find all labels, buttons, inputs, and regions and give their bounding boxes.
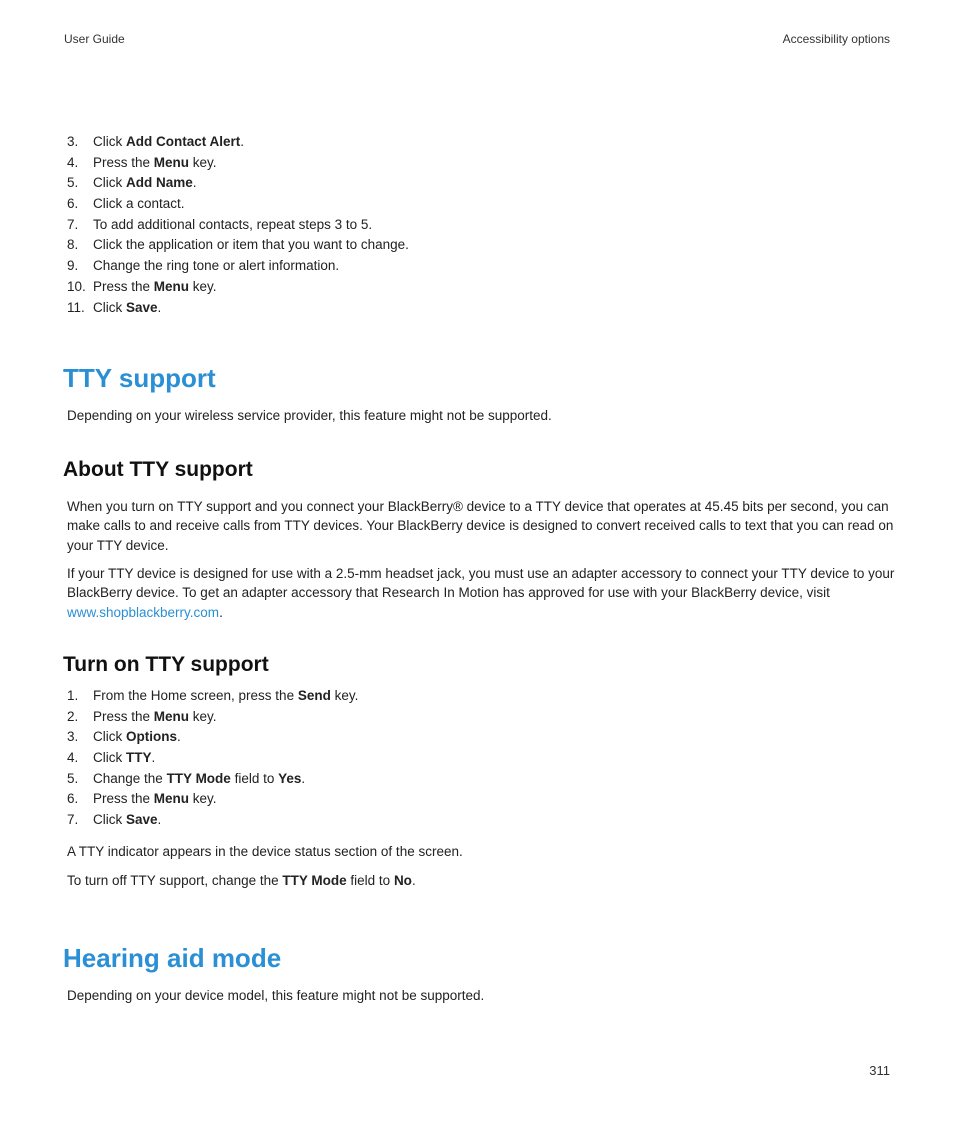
list-item: 5. Click Add Name. bbox=[67, 175, 197, 191]
list-item: 3. Click Options. bbox=[67, 729, 181, 745]
steps-list-turn-on-tty bbox=[67, 686, 358, 831]
tty-support-intro: Depending on your wireless service provider, this feature might not be supported. bbox=[67, 408, 552, 423]
turn-off-tty-note: To turn off TTY support, change the TTY Mode field to No. bbox=[67, 873, 416, 888]
steps-list-contact-alert bbox=[67, 132, 409, 318]
about-tty-heading: About TTY support bbox=[63, 458, 253, 481]
running-header-left: User Guide bbox=[64, 32, 125, 46]
hearing-aid-mode-intro: Depending on your device model, this feature might not be supported. bbox=[67, 988, 485, 1003]
list-item: 4. Click TTY. bbox=[67, 750, 156, 766]
tty-support-heading: TTY support bbox=[63, 363, 216, 393]
list-item: 9. Change the ring tone or alert information. bbox=[67, 258, 340, 274]
list-item: 6. Click a contact. bbox=[67, 196, 185, 212]
about-tty-paragraph-1: When you turn on TTY support and you connect your BlackBerry® device to a TTY device that operates at 45.45 bits per second, you can make calls to and receive calls from TTY devices. Your BlackBerry device is designed to convert received calls to text that you can read on your TTY device. bbox=[67, 499, 894, 553]
list-item: 8. Click the application or item that you want to change. bbox=[67, 237, 409, 253]
running-header-right: Accessibility options bbox=[782, 32, 890, 46]
list-item: 1. From the Home screen, press the Send key. bbox=[67, 688, 359, 703]
page-number: 311 bbox=[869, 1063, 890, 1078]
shopblackberry-link[interactable]: www.shopblackberry.com bbox=[67, 604, 220, 620]
list-item: 4. Press the Menu key. bbox=[67, 154, 217, 170]
turn-on-tty-heading: Turn on TTY support bbox=[63, 653, 269, 676]
list-item: 5. Change the TTY Mode field to Yes. bbox=[67, 770, 306, 786]
list-item: 7. To add additional contacts, repeat steps 3 to 5. bbox=[67, 216, 373, 232]
tty-indicator-note: A TTY indicator appears in the device status section of the screen. bbox=[67, 844, 463, 859]
about-tty-paragraph-2: If your TTY device is designed for use with a 2.5-mm headset jack, you must use an adapter accessory to connect your TTY device to your BlackBerry device. To get an adapter accessory that Research In Motion has approved for use with your BlackBerry device, visit www.shopblackberry.com. bbox=[67, 566, 895, 620]
list-item: 3. Click Add Contact Alert. bbox=[67, 134, 245, 149]
list-item: 10. Press the Menu key. bbox=[67, 278, 217, 294]
hearing-aid-mode-heading: Hearing aid mode bbox=[63, 943, 282, 973]
list-item: 11. Click Save. bbox=[67, 299, 162, 315]
list-item: 7. Click Save. bbox=[67, 812, 162, 828]
list-item: 6. Press the Menu key. bbox=[67, 791, 217, 807]
list-item: 2. Press the Menu key. bbox=[67, 708, 217, 724]
